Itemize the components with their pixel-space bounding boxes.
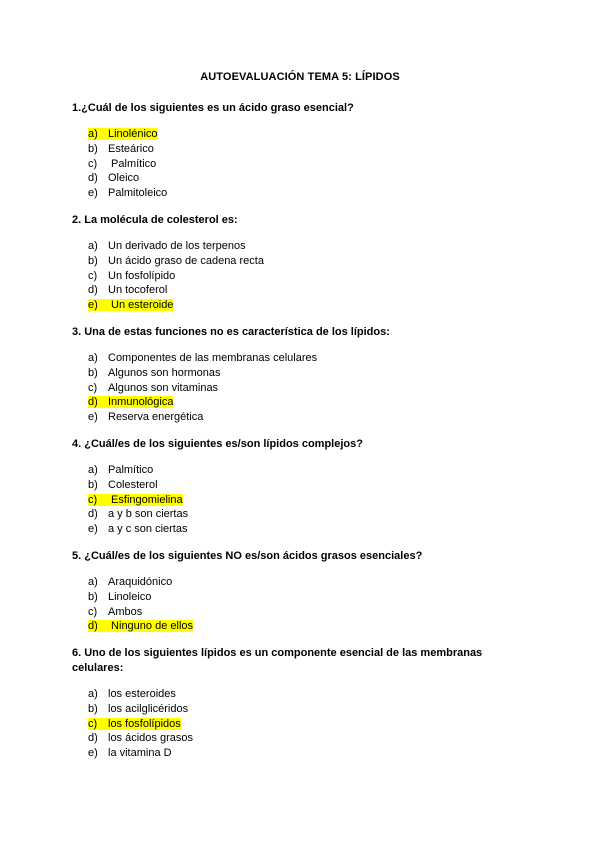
option-letter: a)	[88, 464, 98, 476]
option-2e	[88, 298, 264, 313]
option-text: Un ácido graso de cadena recta	[108, 254, 264, 267]
question-6: 6. Uno de los siguientes lípidos es un componente esencial de las membranas celulares:	[72, 647, 483, 674]
options-list-2	[88, 239, 264, 313]
options-list-3	[88, 351, 317, 425]
option-3c	[88, 381, 317, 396]
option-text: Algunos son vitaminas	[108, 381, 219, 394]
option-letter: d)	[88, 508, 98, 521]
option-3b	[88, 366, 317, 381]
option-letter: e)	[88, 747, 98, 760]
question-1: 1.¿Cuál de los siguientes es un ácido graso esencial?	[72, 102, 354, 114]
answer-highlight	[88, 718, 181, 730]
option-text: a y c son ciertas	[108, 523, 188, 536]
option-1e	[88, 186, 167, 201]
option-letter: c)	[88, 269, 98, 282]
option-2b	[88, 254, 264, 269]
option-text: a y b son ciertas	[108, 508, 189, 521]
option-4e	[88, 522, 188, 537]
question-5: 5. ¿Cuál/es de los siguientes NO es/son ácidos grasos esenciales?	[72, 550, 423, 562]
option-6d	[88, 731, 193, 746]
option-text: Un derivado de los terpenos	[108, 240, 246, 252]
option-text: Ninguno de ellos	[108, 620, 194, 633]
option-text: Linolénico	[108, 128, 158, 140]
option-text: Linoleico	[108, 590, 152, 603]
option-letter: a)	[88, 240, 98, 252]
option-text: Palmitoleico	[108, 187, 168, 200]
option-letter: a)	[88, 128, 98, 140]
options-list-4	[88, 463, 188, 537]
option-letter: b)	[88, 254, 98, 267]
option-letter: c)	[88, 605, 98, 618]
option-text: los esteroides	[108, 688, 176, 700]
option-letter: b)	[88, 478, 98, 491]
option-4b	[88, 478, 188, 493]
option-letter: d)	[88, 620, 98, 633]
option-2d	[88, 283, 264, 298]
option-6b	[88, 702, 193, 717]
option-text: Palmítico	[108, 464, 154, 476]
option-text: la vitamina D	[108, 747, 172, 760]
option-letter: e)	[88, 523, 98, 536]
option-3e	[88, 410, 317, 425]
option-2a	[88, 239, 264, 254]
option-text: Inmunológica	[108, 396, 174, 409]
option-6c	[88, 717, 193, 732]
option-text: los fosfolípidos	[108, 717, 181, 730]
question-2: 2. La molécula de colesterol es:	[72, 214, 238, 226]
option-letter: e)	[88, 299, 98, 312]
option-text: Un esteroide	[108, 299, 174, 312]
option-5d	[88, 619, 193, 634]
option-text: Esfingomielina	[108, 493, 183, 506]
option-letter: c)	[88, 493, 98, 506]
option-letter: b)	[88, 142, 98, 155]
question-4: 4. ¿Cuál/es de los siguientes es/son lípidos complejos?	[72, 438, 363, 450]
answer-highlight	[88, 128, 158, 140]
option-3a	[88, 351, 317, 366]
options-list-6	[88, 687, 193, 761]
option-text: Algunos son hormonas	[108, 366, 221, 379]
option-text: Palmítico	[108, 157, 157, 170]
option-text: los acilglicéridos	[108, 702, 189, 715]
option-letter: b)	[88, 702, 98, 715]
option-text: Un tocoferol	[108, 284, 168, 297]
option-letter: d)	[88, 396, 98, 409]
option-letter: c)	[88, 381, 98, 394]
option-1d	[88, 171, 167, 186]
option-1b	[88, 142, 167, 157]
option-text: Componentes de las membranas celulares	[108, 352, 318, 364]
option-1c	[88, 157, 167, 172]
option-6e	[88, 746, 193, 761]
option-3d	[88, 395, 317, 410]
option-text: Esteárico	[108, 142, 154, 155]
option-letter: d)	[88, 172, 98, 185]
option-letter: e)	[88, 187, 98, 200]
page-title: AUTOEVALUACIÓN TEMA 5: LÍPIDOS	[200, 71, 400, 83]
options-list-1	[88, 127, 167, 201]
option-letter: d)	[88, 284, 98, 297]
option-text: Oleico	[108, 172, 140, 185]
option-text: Ambos	[108, 605, 143, 618]
option-text: Reserva energética	[108, 411, 204, 424]
option-4c	[88, 493, 188, 508]
option-5c	[88, 605, 193, 620]
options-list-5	[88, 575, 193, 634]
answer-highlight	[88, 299, 173, 311]
option-letter: a)	[88, 576, 98, 588]
option-text: los ácidos grasos	[108, 732, 193, 745]
option-letter: d)	[88, 732, 98, 745]
option-6a	[88, 687, 193, 702]
option-5b	[88, 590, 193, 605]
option-letter: e)	[88, 411, 98, 424]
option-5a	[88, 575, 193, 590]
answer-highlight	[88, 494, 183, 506]
option-4a	[88, 463, 188, 478]
option-2c	[88, 269, 264, 284]
option-letter: a)	[88, 352, 98, 364]
option-4d	[88, 507, 188, 522]
option-letter: c)	[88, 717, 98, 730]
question-3: 3. Una de estas funciones no es característica de los lípidos:	[72, 326, 390, 338]
option-1a	[88, 127, 167, 142]
option-text: Un fosfolípido	[108, 269, 176, 282]
option-letter: c)	[88, 157, 98, 170]
option-text: Colesterol	[108, 478, 158, 491]
option-text: Araquidónico	[108, 576, 173, 588]
answer-highlight	[88, 620, 193, 632]
option-letter: b)	[88, 590, 98, 603]
answer-highlight	[88, 396, 173, 408]
option-letter: b)	[88, 366, 98, 379]
option-letter: a)	[88, 688, 98, 700]
